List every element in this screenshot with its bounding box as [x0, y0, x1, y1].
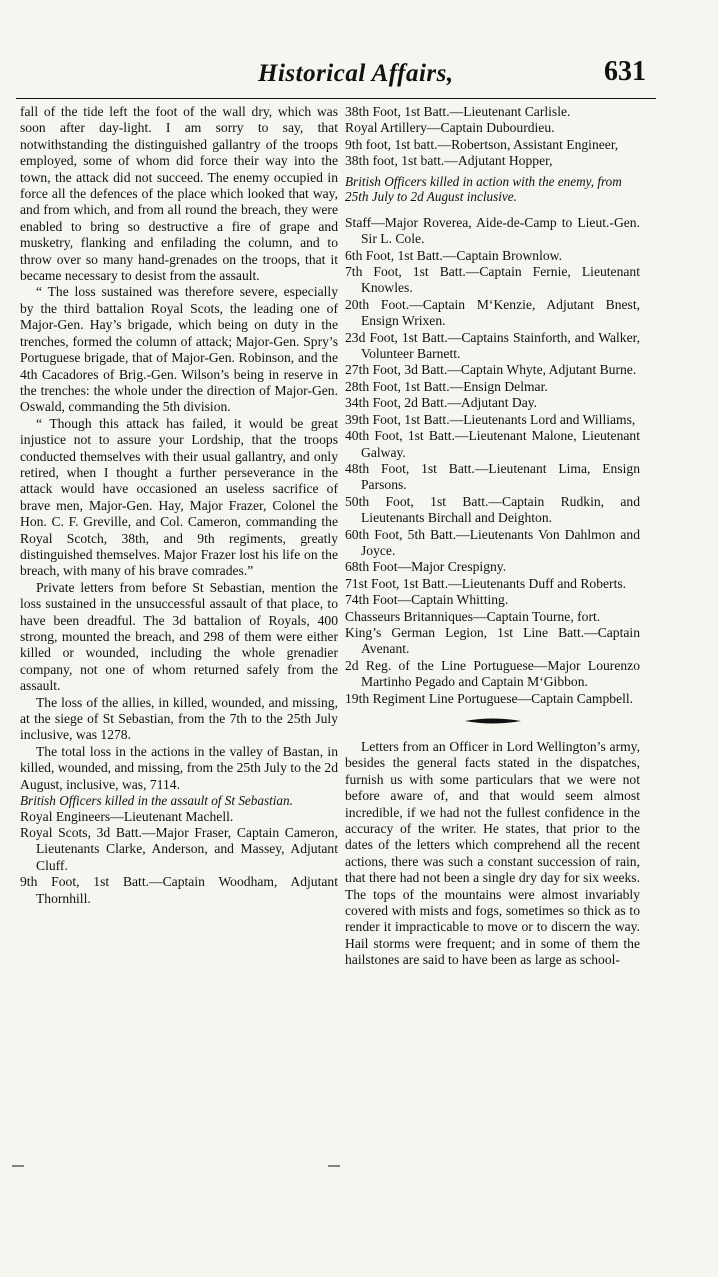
casualty-entry: 34th Foot, 2d Batt.—Adjutant Day. [345, 395, 538, 411]
left-column [20, 104, 338, 907]
casualty-entry: 7th Foot, 1st Batt.—Captain Fernie, Lieutenant Knowles. [345, 264, 640, 296]
header-rule [16, 98, 656, 99]
casualty-entry: 48th Foot, 1st Batt.—Lieutenant Lima, Ensign Parsons. [345, 460, 640, 493]
casualty-list-heading: British Officers killed in the assault of St Sebastian. [20, 793, 293, 809]
casualty-entry: King’s German Legion, 1st Line Batt.—Captain Avenant. [345, 624, 640, 657]
page-header [0, 48, 718, 100]
running-title: Historical Affairs, [258, 60, 454, 87]
casualty-entry: 38th Foot, 1st Batt.—Lieutenant Carlisle. [345, 104, 571, 119]
casualty-entry: 74th Foot—Captain Whitting. [345, 592, 509, 608]
casualty-entry: Staff—Major Roverea, Aide-de-Camp to Lieut.-Gen. Sir L. Cole. [345, 214, 640, 247]
casualty-entry: 2d Reg. of the Line Portuguese—Major Lourenzo Martinho Pegado and Captain M‘Gibbon. [345, 657, 640, 690]
body-paragraph: The loss of the allies, in killed, wounded, and missing, at the siege of St Sebastian, from the 7th to the 25th July inclusive, was 1278. [20, 694, 338, 743]
casualty-entry: 38th foot, 1st batt.—Adjutant Hopper, [345, 153, 553, 169]
page-number: 631 [604, 56, 646, 87]
casualty-entry: 20th Foot.—Captain M‘Kenzie, Adjutant Bnest, Ensign Wrixen. [345, 296, 640, 329]
casualty-entry: 50th Foot, 1st Batt.—Captain Rudkin, and Lieutenants Birchall and Deighton. [345, 493, 640, 526]
casualty-entry: 27th Foot, 3d Batt.—Captain Whyte, Adjutant Burne. [345, 362, 637, 378]
casualty-entry: 68th Foot—Major Crespigny. [345, 559, 507, 575]
casualty-entry: 9th foot, 1st batt.—Robertson, Assistant Engineer, [345, 136, 619, 152]
right-column [345, 104, 640, 969]
page-bottom-marks [10, 1160, 650, 1170]
casualty-entry: 39th Foot, 1st Batt.—Lieutenants Lord and Williams, [345, 411, 636, 427]
casualty-entry: 40th Foot, 1st Batt.—Lieutenant Malone, Lieutenant Galway. [345, 428, 640, 460]
casualty-entry: Royal Engineers—Lieutenant Machell. [20, 808, 234, 824]
casualty-entry: Chasseurs Britanniques—Captain Tourne, fort. [345, 608, 601, 624]
casualty-entry: Royal Artillery—Captain Dubourdieu. [345, 120, 555, 136]
casualty-entry: 28th Foot, 1st Batt.—Ensign Delmar. [345, 378, 548, 394]
body-paragraph: “ The loss sustained was therefore severe, especially by the third battalion Royal Scots, the leading one of Major-Gen. Hay’s brigade, which being on duty in the trenches, formed the column of attack; Major-Gen. Spry’s Portuguese brigade, that of Major-Gen. Robinson, and the 4th Cacadores of Brig.-Gen. Wilson’s being in reserve in the trenches: the whole under the direction of Major-Gen. Oswald, commanding the 5th division. [20, 284, 338, 415]
casualty-entry: Royal Scots, 3d Batt.—Major Fraser, Captain Cameron, Lieutenants Clarke, Anderson, and Massey, Adjutant Cluff. [20, 825, 338, 873]
casualty-entry: 19th Regiment Line Portuguese—Captain Campbell. [345, 690, 634, 706]
section-divider-ornament [463, 717, 523, 725]
body-paragraph: “ Though this attack has failed, it would be great injustice not to assure your Lordship, that the troops conducted themselves with their usual gallantry, and only retired, when I thought a further perseverance in the attack would have occasioned an useless sacrifice of brave men, Major-Gen. Hay, Major Frazer, Colonel the Hon. C. F. Greville, and Col. Cameron, commanding the Royal Scotch, 38th, and 9th regiments, greatly distinguished themselves. Major Frazer lost his life on the breach, with many of his brave comrades.” [20, 415, 338, 579]
casualty-entry: 60th Foot, 5th Batt.—Lieutenants Von Dahlmon and Joyce. [345, 526, 640, 558]
casualty-list-heading: British Officers killed in action with the enemy, from 25th July to 2d August inclusive. [345, 173, 622, 205]
casualty-entry: 9th Foot, 1st Batt.—Captain Woodham, Adjutant Thornhill. [20, 874, 338, 906]
letters-paragraph: Letters from an Officer in Lord Wellington’s army, besides the general facts stated in the dispatches, furnish us with some particulars that we were not before aware of, and that would seem almost incredible, if we had not the fullest confidence in the accuracy of the writer. He states, that prior to the dates of the letters which comprehend all the recent actions, there was such a constant succession of rain, that there had not been a single dry day for six weeks. The tops of the mountains were almost invariably covered with mists and fogs, sometimes so thick as to render it impracticable to move or to discern the way. Hail storms were frequent; and in some of them the hailstones are said to have been as large as school- [345, 739, 640, 968]
body-paragraph: fall of the tide left the foot of the wall dry, which was soon after day-light. I am sorry to say, that notwithstanding the distinguished gallantry of the troops employed, some of whom did force their way into the town, the attack did not succeed. The enemy occupied in force all the defences of the place which looked that way, and from which, and from all round the breach, they were enabled to bring so destructive a fire of grape and musketry, flanking and enfilading the column, and to throw over so many hand-grenades on the troops, that it became necessary to desist from the assault. [20, 104, 338, 284]
casualty-entry: 23d Foot, 1st Batt.—Captains Stainforth, and Walker, Volunteer Barnett. [345, 329, 640, 362]
body-paragraph: Private letters from before St Sebastian, mention the loss sustained in the unsuccessful assault of that place, to have been dreadful. The 3d battalion of Royals, 400 strong, mounted the breach, and 298 of them were either killed or wounded, including the whole grenadier company, not one of whom returned safely from the assault. [20, 579, 338, 694]
casualty-entry: 6th Foot, 1st Batt.—Captain Brownlow. [345, 247, 562, 263]
body-paragraph: The total loss in the actions in the valley of Bastan, in killed, wounded, and missing, from the 25th July to the 2d August, inclusive, was, 7114. [20, 743, 338, 792]
casualty-entry: 71st Foot, 1st Batt.—Lieutenants Duff and Roberts. [345, 575, 627, 591]
